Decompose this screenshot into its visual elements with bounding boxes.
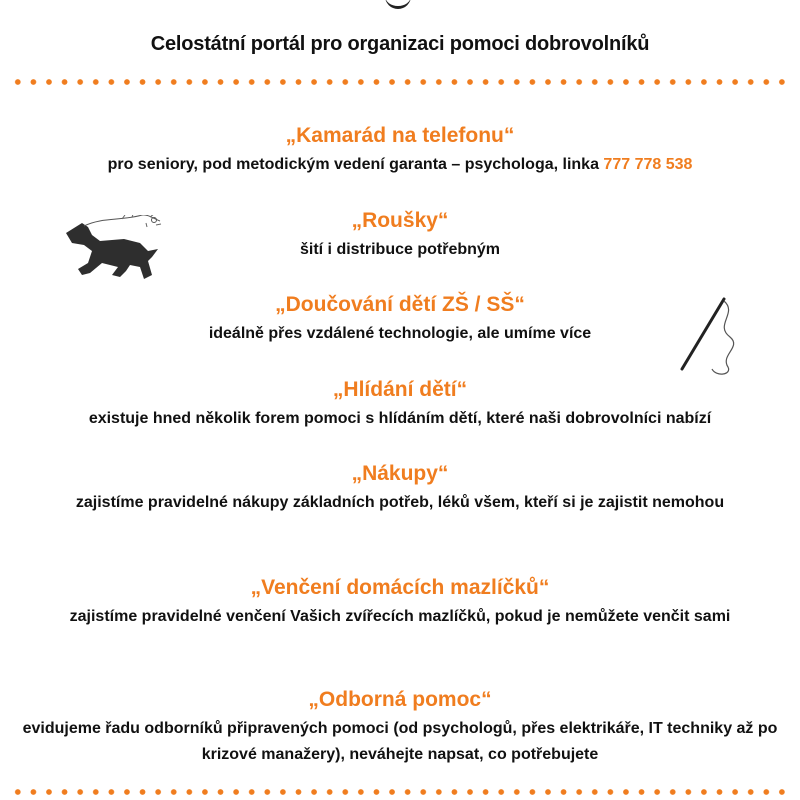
- section-venceni: [0, 575, 800, 630]
- top-decoration: [385, 0, 411, 9]
- dog-icon: [62, 215, 172, 290]
- section-heading: „Doučování dětí ZŠ / SŠ“: [275, 293, 525, 316]
- section-description: zajistíme pravidelné nákupy základních potřeb, léků všem, kteří si je zajistit nemohou: [75, 494, 725, 511]
- description-text: pro seniory, pod metodickým vedení garanta – psychologa, linka: [107, 156, 604, 173]
- section-description: zajistíme pravidelné venčení Vašich zvířecích mazlíčků, pokud je nemůžete venčit sami: [69, 608, 731, 625]
- dotted-divider-bottom: [10, 788, 790, 796]
- section-description: ideálně přes vzdálené technologie, ale umíme více: [208, 325, 592, 342]
- dotted-divider-top: [10, 78, 790, 86]
- section-description: šití i distribuce potřebným: [299, 241, 501, 258]
- needle-thread-icon: [672, 295, 742, 380]
- section-heading: „Venčení domácích mazlíčků“: [250, 576, 550, 599]
- section-heading: „Nákupy“: [351, 462, 449, 485]
- page-title: Celostátní portál pro organizaci pomoci dobrovolníků: [150, 33, 650, 55]
- section-heading: „Odborná pomoc“: [308, 688, 492, 711]
- section-odborna-pomoc: [0, 687, 800, 768]
- section-description: [0, 152, 800, 178]
- section-heading: „Hlídání dětí“: [332, 378, 468, 401]
- phone-number: 777 778 538: [603, 156, 693, 173]
- section-kamarad: [0, 123, 800, 178]
- section-hlidani: [0, 377, 800, 432]
- section-heading: „Roušky“: [351, 209, 449, 232]
- section-description: evidujeme řadu odborníků připravených pomoci (od psychologů, přes elektrikáře, IT techniky až po krizové manažery), neváhejte napsat, co potřebujete: [22, 720, 778, 763]
- section-heading: „Kamarád na telefonu“: [285, 124, 515, 147]
- section-description: existuje hned několik forem pomoci s hlídáním dětí, které naši dobrovolníci nabízí: [88, 410, 712, 427]
- section-nakupy: [0, 461, 800, 516]
